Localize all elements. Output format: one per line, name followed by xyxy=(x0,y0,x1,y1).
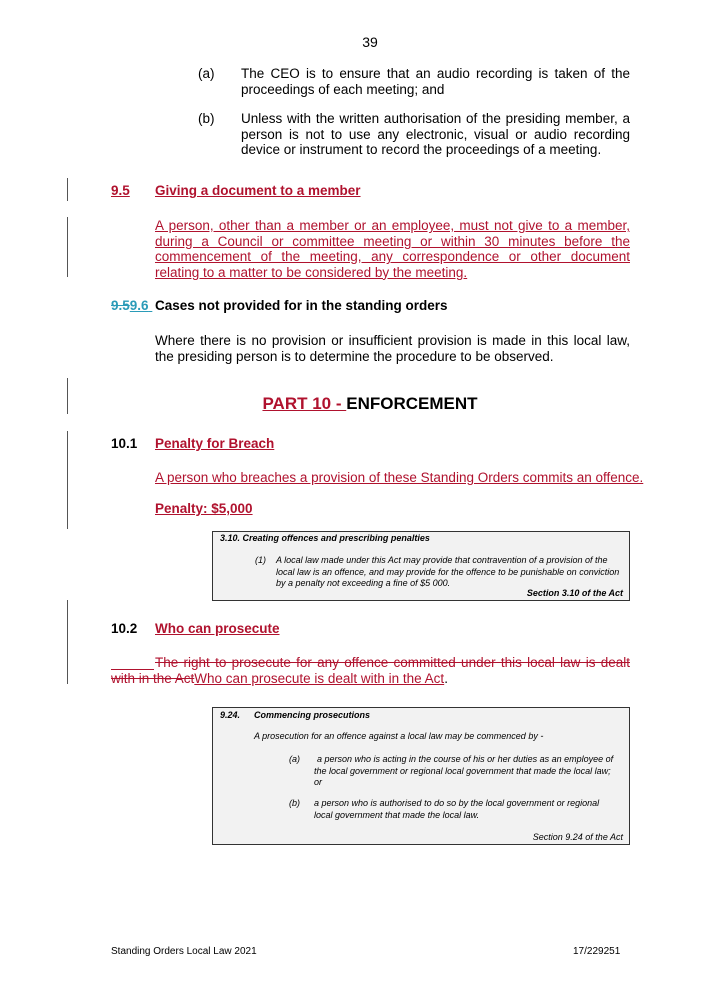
box-9-24-heading: Commencing prosecutions xyxy=(254,710,371,720)
deleted-number: 9.5 xyxy=(111,298,130,313)
section-10-2-body xyxy=(111,655,630,686)
item-b-label: (b) xyxy=(198,111,215,126)
inserted-text: Who can prosecute is dealt with in the Act xyxy=(194,670,445,686)
item-b-text: Unless with the written authorisation of the presiding member, a person is not to use any electronic, visual or audio recording device or instrument to record the proceedings of a meeting. xyxy=(241,111,630,157)
page-number: 39 xyxy=(362,34,378,50)
section-9-6-body: Where there is no provision or insufficient provision is made in this local law, the presiding person is to determine the procedure to be observed. xyxy=(155,333,630,364)
box-3-10-text: A local law made under this Act may provide that contravention of a provision of the local law is an offence, and may provide for the offence to be punishable on conviction by a penalty not exceeding a fine of $5 000. xyxy=(276,555,620,588)
section-10-1-penalty: Penalty: $5,000 xyxy=(155,501,253,516)
section-9-6-title: Cases not provided for in the standing orders xyxy=(155,298,448,313)
section-9-5-title: Giving a document to a member xyxy=(155,183,361,198)
footer-left: Standing Orders Local Law 2021 xyxy=(111,946,257,957)
section-10-2-title: Who can prosecute xyxy=(155,621,280,636)
deleted-text: The right to prosecute for any offence committed under this local law is dealt with in the Act xyxy=(111,655,630,686)
section-10-2-period: . xyxy=(444,670,448,686)
footer-right: 17/229251 xyxy=(573,946,621,957)
revision-bar xyxy=(67,431,68,529)
box-9-24-item-b-text: a person who is authorised to do so by the local government or regional local government that made the local law. xyxy=(314,798,600,820)
part-10-title: ENFORCEMENT xyxy=(346,394,478,413)
box-9-24-item-a-label: (a) xyxy=(289,754,300,764)
item-a-text: The CEO is to ensure that an audio recording is taken of the proceedings of each meeting; and xyxy=(241,66,630,97)
part-10-inserted: PART 10 - xyxy=(262,394,347,413)
item-a-label: (a) xyxy=(198,66,215,81)
box-3-10-label: (1) xyxy=(255,555,266,565)
revision-bar xyxy=(67,600,68,684)
revision-bar xyxy=(67,178,68,201)
box-3-10-heading: 3.10. Creating offences and prescribing penalties xyxy=(220,533,430,543)
section-9-5-number: 9.5 xyxy=(111,183,130,198)
section-9-6-number xyxy=(111,298,152,313)
tab-underline xyxy=(111,669,154,670)
section-10-2-number: 10.2 xyxy=(111,621,138,636)
act-extract-9-24 xyxy=(212,707,630,845)
section-10-1-body: A person who breaches a provision of these Standing Orders commits an offence. xyxy=(155,470,644,485)
box-9-24-item-a-text: a person who is acting in the course of his or her duties as an employee of the local government or regional local government that made the local law; or xyxy=(314,754,614,787)
act-extract-3-10 xyxy=(212,531,630,601)
box-9-24-source: Section 9.24 of the Act xyxy=(532,832,623,842)
section-9-5-body: A person, other than a member or an employee, must not give to a member, during a Council or committee meeting or within 30 minutes before the commencement of the meeting, any correspondence or other document relating to a matter to be considered by the meeting. xyxy=(155,218,630,280)
revision-bar xyxy=(67,217,68,277)
inserted-number: 9.6 xyxy=(129,298,149,313)
box-9-24-item-b-label: (b) xyxy=(289,798,300,808)
box-9-24-number: 9.24. xyxy=(220,710,241,720)
section-10-1-number: 10.1 xyxy=(111,436,138,451)
part-10-heading xyxy=(0,394,706,414)
section-10-1-title: Penalty for Breach xyxy=(155,436,275,451)
box-3-10-source: Section 3.10 of the Act xyxy=(526,588,623,598)
box-9-24-intro: A prosecution for an offence against a local law may be commenced by - xyxy=(254,731,544,741)
